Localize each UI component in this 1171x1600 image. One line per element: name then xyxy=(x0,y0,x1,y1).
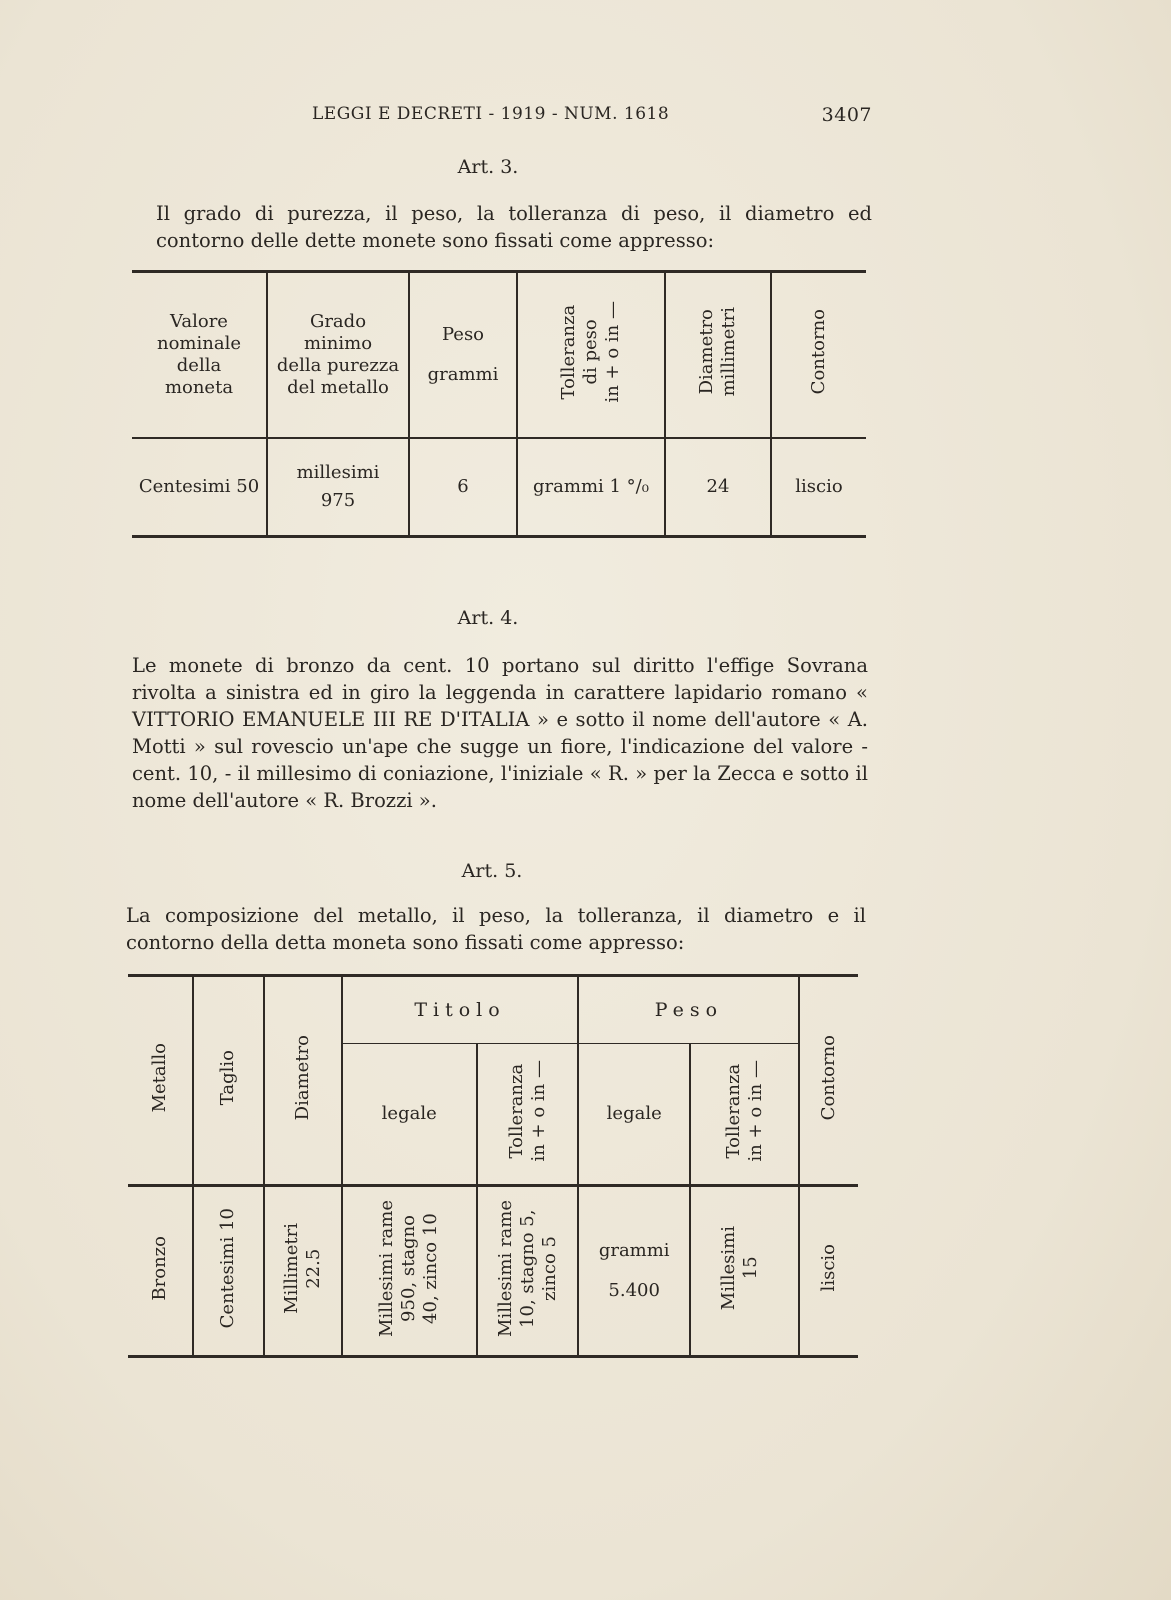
col-titolo-legale: legale xyxy=(342,1044,477,1186)
article-4-text: Le monete di bronzo da cent. 10 portano sul diritto l'effige Sovrana rivolta a sinistra ed in giro la leggenda in carattere lapidario romano « VITTORIO EMANUELE III RE D'ITALIA » e sotto il nome dell'autore « A. Motti » sul rovescio un'ape che sugge un fiore, l'indicazione del valore - cent. 10, - il millesimo di coniazione, l'iniziale « R. » per la Zecca e sotto il nome dell'autore « R. Brozzi ». xyxy=(132,654,868,812)
cell-titolo-tolleranza: Millesimi rame 10, stagno 5, zinco 5 xyxy=(477,1186,579,1357)
col-group-titolo: Titolo xyxy=(342,976,579,1044)
cell-diametro: Millimetri 22.5 xyxy=(264,1186,342,1357)
article-5-heading: Art. 5. xyxy=(461,860,523,882)
cell-titolo-legale: Millesimi rame 950, stagno 40, zinco 10 xyxy=(342,1186,477,1357)
cell-contorno: liscio xyxy=(771,438,866,537)
composition-table xyxy=(128,974,858,1358)
col-peso: Peso grammi xyxy=(409,272,517,439)
col-contorno: Contorno xyxy=(771,272,866,439)
purity-table-header xyxy=(132,272,866,439)
running-title: LEGGI E DECRETI - 1919 - NUM. 1618 xyxy=(312,104,670,124)
cell-diametro: 24 xyxy=(665,438,771,537)
col-peso-legale: legale xyxy=(578,1044,690,1186)
cell-peso-tolleranza: Millesimi 15 xyxy=(690,1186,799,1357)
cell-valore: Centesimi 50 xyxy=(132,438,267,537)
col-diametro: Diametro xyxy=(264,976,342,1186)
article-5-text: La composizione del metallo, il peso, la tolleranza, il diametro e il contorno della detta moneta sono fissati come appresso: xyxy=(126,904,866,954)
page-number: 3407 xyxy=(821,104,872,126)
col-group-peso: Peso xyxy=(578,976,799,1044)
purity-table xyxy=(132,270,866,538)
col-contorno: Contorno xyxy=(799,976,858,1186)
cell-grado: millesimi 975 xyxy=(267,438,409,537)
col-titolo-tolleranza: Tolleranza in + o in — xyxy=(477,1044,579,1186)
article-3-text: Il grado di purezza, il peso, la tolleranza di peso, il diametro ed contorno delle dette monete sono fissati come appresso: xyxy=(156,202,872,252)
col-diametro: Diametro millimetri xyxy=(665,272,771,439)
col-valore: Valore nominale della moneta xyxy=(132,272,267,439)
cell-contorno: liscio xyxy=(799,1186,858,1357)
cell-peso-legale: grammi 5.400 xyxy=(578,1186,690,1357)
composition-table-row xyxy=(128,1186,858,1357)
article-4-heading: Art. 4. xyxy=(457,607,519,629)
cell-peso: 6 xyxy=(409,438,517,537)
col-metallo: Metallo xyxy=(128,976,193,1186)
cell-tolleranza: grammi 1 °/₀ xyxy=(517,438,665,537)
cell-metallo: Bronzo xyxy=(128,1186,193,1357)
col-peso-tolleranza: Tolleranza in + o in — xyxy=(690,1044,799,1186)
col-grado: Grado minimo della purezza del metallo xyxy=(267,272,409,439)
running-header xyxy=(312,104,872,130)
purity-table-row xyxy=(132,438,866,537)
cell-taglio: Centesimi 10 xyxy=(193,1186,264,1357)
col-tolleranza: Tolleranza di peso in + o in — xyxy=(517,272,665,439)
article-3-heading: Art. 3. xyxy=(457,156,519,178)
col-taglio: Taglio xyxy=(193,976,264,1186)
composition-header-group xyxy=(128,976,858,1044)
